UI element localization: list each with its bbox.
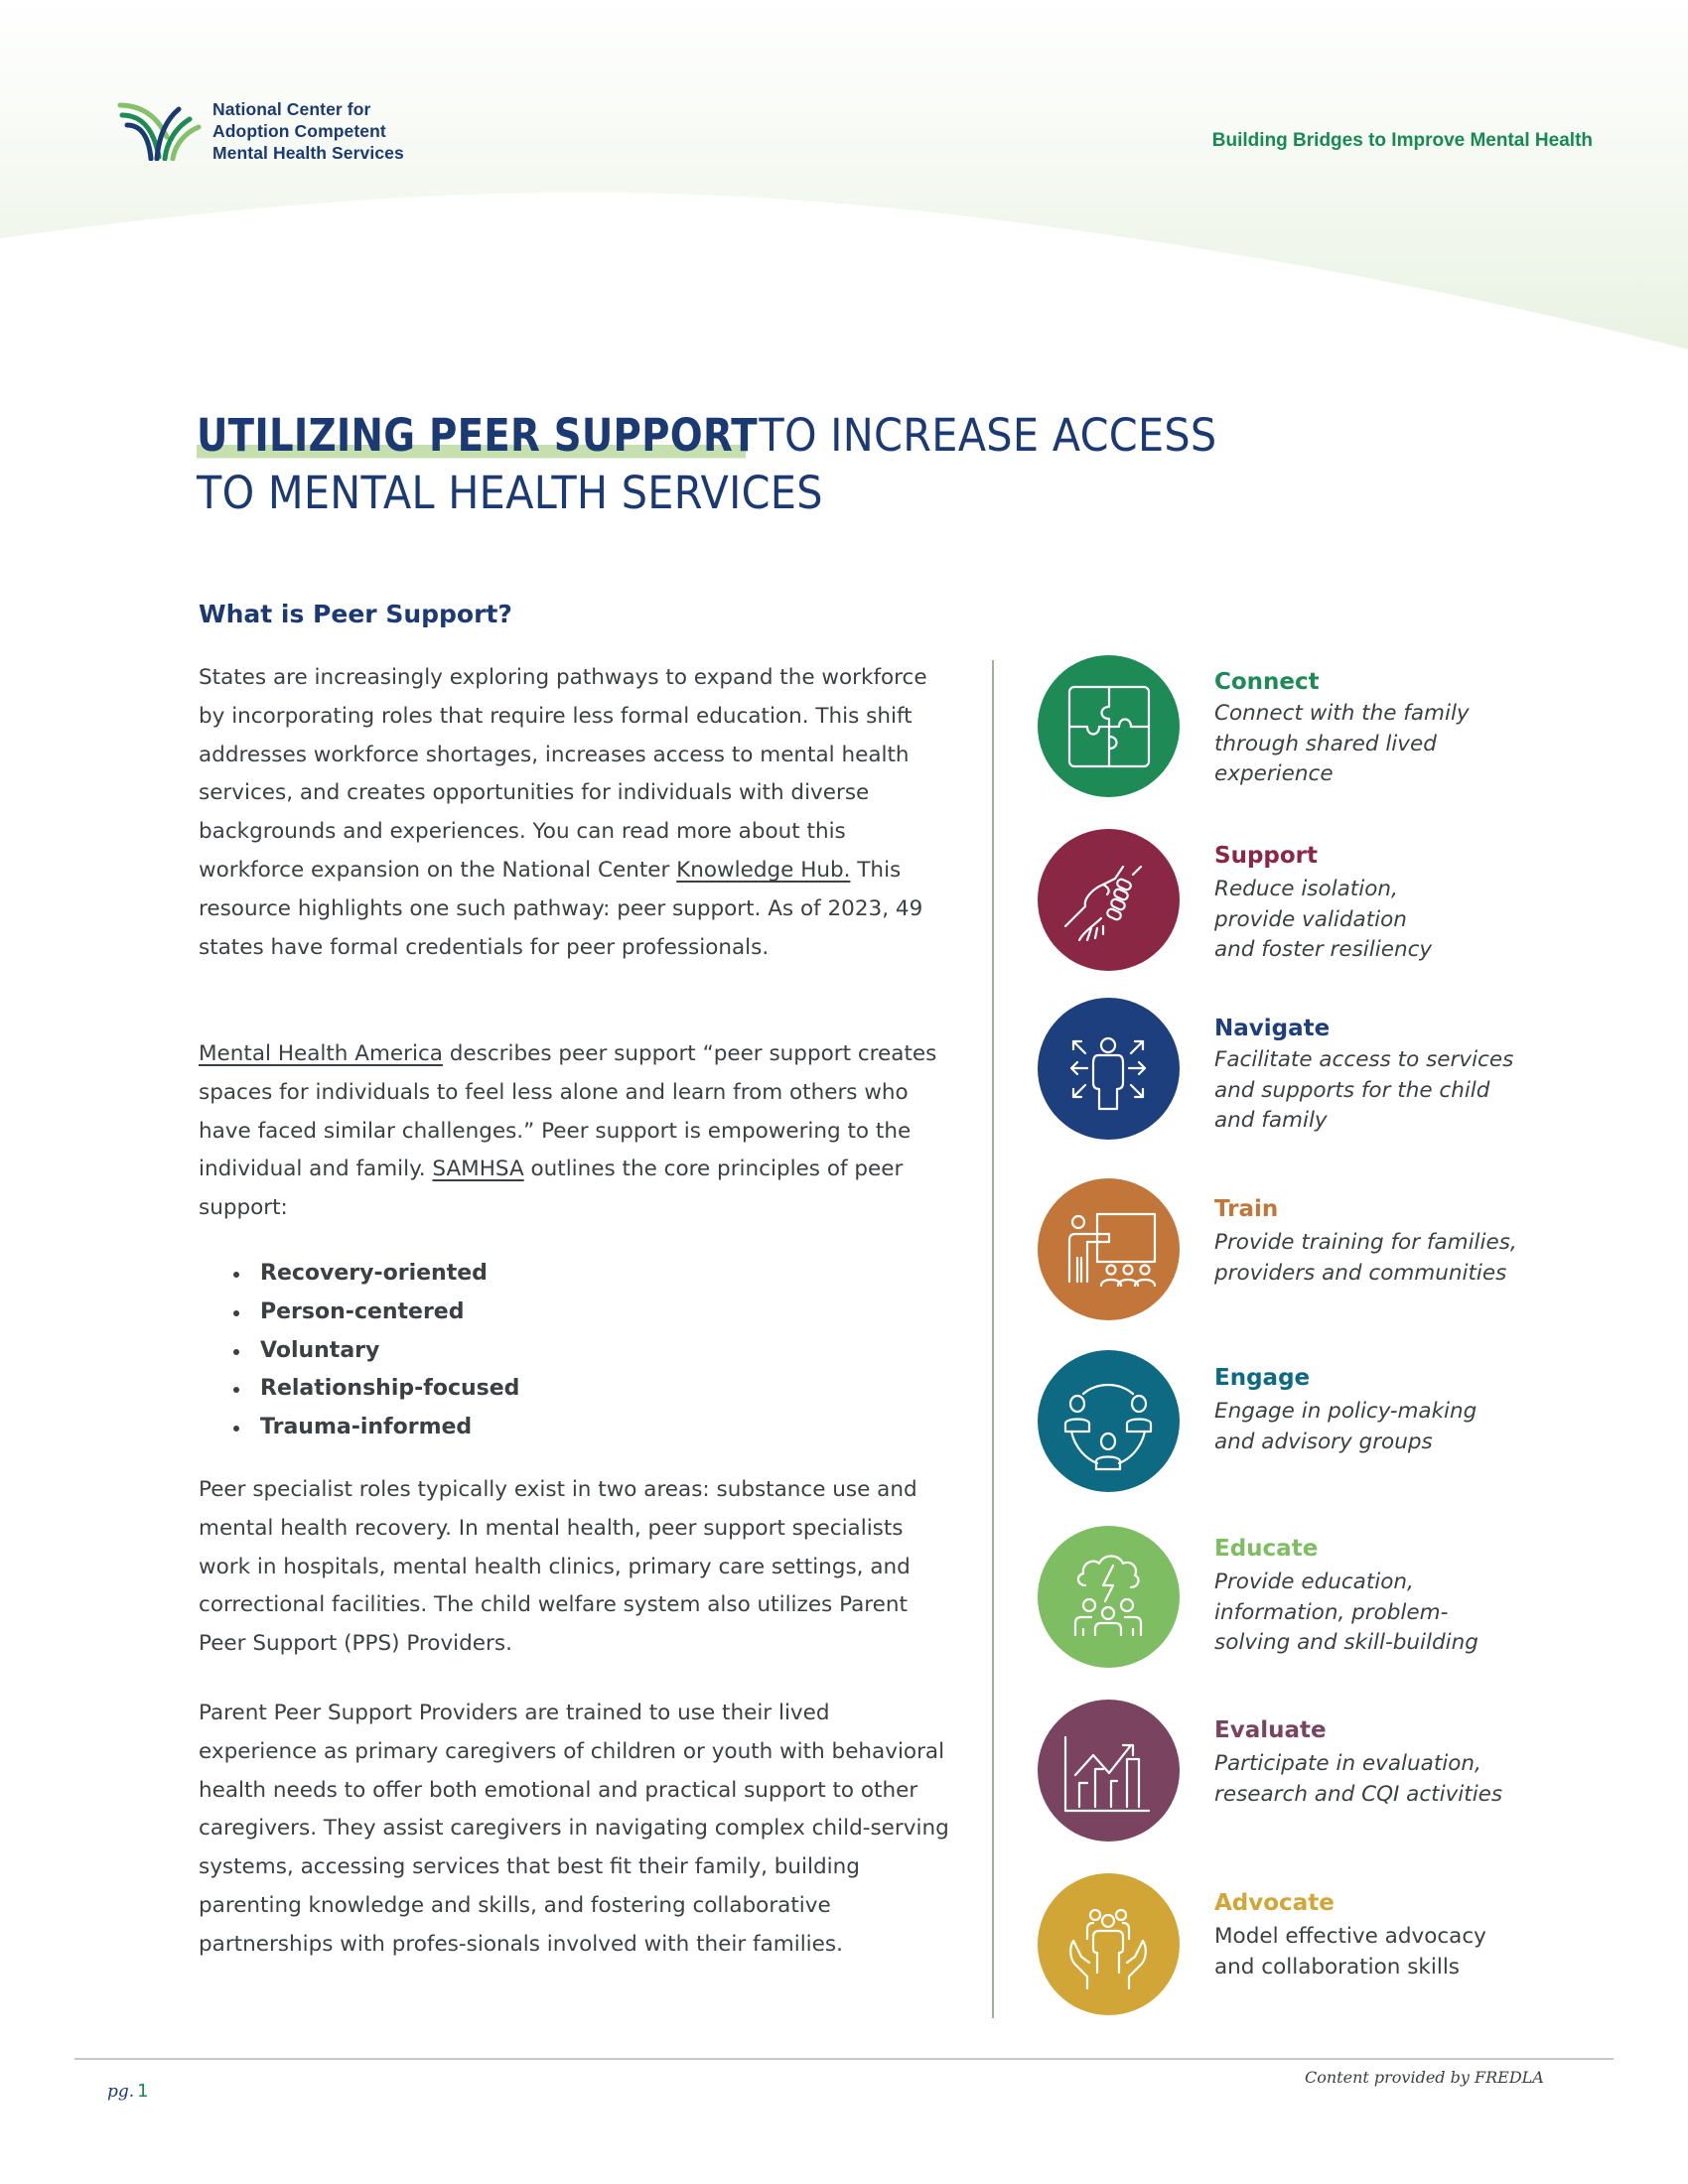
intro-text-end: This resource highlights one such pathway: peer support. As of 2023, 49 states have formal credentials for peer professionals.	[199, 857, 923, 960]
title-highlight-text: UTILIZING PEER SUPPORT	[197, 409, 758, 462]
presentation-icon	[1038, 1178, 1180, 1320]
definition-text-end: outlines the core principles of peer support:	[199, 1157, 904, 1221]
ncacmhs-logo	[115, 97, 205, 161]
person-arrows-icon	[1038, 998, 1180, 1140]
mental-health-america-link[interactable]: Mental Health America	[199, 1041, 443, 1066]
list-item: Recovery-oriented	[226, 1255, 519, 1294]
column-divider	[992, 660, 994, 2018]
principles-list	[226, 1255, 519, 1447]
section-heading: What is Peer Support?	[199, 600, 512, 628]
role-description: Engage in policy-making and advisory groups	[1214, 1399, 1477, 1454]
knowledge-hub-link[interactable]: Knowledge Hub.	[676, 857, 851, 883]
role-title: Navigate	[1214, 1016, 1331, 1041]
title-rest: TO INCREASE ACCESS	[745, 409, 1217, 462]
brainstorm-icon	[1038, 1526, 1180, 1668]
role-badge	[1038, 1350, 1180, 1492]
title-line-2-text: TO MENTAL HEALTH SERVICES	[197, 467, 823, 519]
title-line-1	[197, 407, 1487, 465]
role-description: Reduce isolation, provide validation and foster resiliency	[1214, 877, 1433, 962]
role-badge	[1038, 1700, 1180, 1842]
role-badge	[1038, 998, 1180, 1140]
group-circle-icon	[1038, 1350, 1180, 1492]
content-credit: Content provided by FREDLA	[1305, 2068, 1544, 2087]
role-title: Engage	[1214, 1365, 1311, 1391]
organization-name	[212, 98, 404, 164]
list-item: Voluntary	[226, 1332, 519, 1371]
role-title: Support	[1214, 843, 1319, 869]
puzzle-icon	[1038, 655, 1180, 797]
role-description: Participate in evaluation, research and CQI activities	[1214, 1751, 1503, 1807]
role-badge	[1038, 1526, 1180, 1668]
definition-text: describes peer support “peer support creates spaces for individuals to feel less alone and learn from others who have faced similar challenges.” Peer support is empowering to the individual and family.	[199, 1041, 937, 1182]
growth-chart-icon	[1038, 1700, 1180, 1842]
role-badge	[1038, 829, 1180, 971]
definition-paragraph	[199, 1035, 953, 1228]
hands-people-icon	[1038, 1873, 1180, 2015]
page-number-value: 1	[137, 2081, 149, 2102]
role-title: Connect	[1214, 669, 1320, 695]
page-prefix: pg.	[107, 2082, 135, 2102]
page-title	[197, 407, 1487, 522]
org-name-line: National Center for	[212, 99, 371, 119]
title-line-2	[197, 465, 1487, 522]
list-item: Person-centered	[226, 1294, 519, 1332]
samhsa-link[interactable]: SAMHSA	[432, 1157, 524, 1182]
role-badge	[1038, 655, 1180, 797]
header-wave-background	[0, 0, 1688, 357]
role-title: Advocate	[1214, 1890, 1335, 1916]
role-description: Facilitate access to services and supports for the child and family	[1214, 1047, 1514, 1133]
handshake-icon	[1038, 829, 1180, 971]
tagline: Building Bridges to Improve Mental Health	[1211, 130, 1593, 151]
pps-providers-paragraph: Parent Peer Support Providers are trained to use their lived experience as primary caregivers of children or youth with behavioral health needs to offer both emotional and practical support to other caregivers. They assist caregivers in navigating complex child-serving systems, accessing services that best fit their family, building parenting knowledge and skills, and fostering collaborative partnerships with profes-sionals involved with their families.	[199, 1701, 949, 1957]
role-title: Evaluate	[1214, 1717, 1327, 1743]
role-title: Train	[1214, 1196, 1279, 1222]
org-name-line: Adoption Competent	[212, 121, 386, 141]
role-badge	[1038, 1178, 1180, 1320]
title-highlight	[197, 409, 758, 462]
role-description: Connect with the family through shared lived experience	[1214, 701, 1470, 786]
role-description: Provide training for families, providers and communities	[1214, 1230, 1517, 1286]
intro-paragraph	[199, 659, 953, 967]
role-title: Educate	[1214, 1536, 1319, 1562]
footer-divider	[74, 2058, 1614, 2060]
org-name-line: Mental Health Services	[212, 143, 404, 163]
role-description: Model effective advocacy and collaboration skills	[1214, 1924, 1486, 1979]
page-number	[107, 2081, 149, 2102]
roles-paragraph: Peer specialist roles typically exist in two areas: substance use and mental health recovery. In mental health, peer support specialists work in hospitals, mental health clinics, primary care settings, and correctional facilities. The child welfare system also utilizes Parent Peer Support (PPS) Providers.	[199, 1477, 917, 1657]
role-badge	[1038, 1873, 1180, 2015]
list-item: Relationship-focused	[226, 1370, 519, 1409]
intro-text: States are increasingly exploring pathways to expand the workforce by incorporating roles that require less formal education. This shift addresses workforce shortages, increases access to mental health services, and creates opportunities for individuals with diverse backgrounds and experiences. You can read more about this workforce expansion on the National Center	[199, 665, 927, 883]
role-description: Provide education, information, problem- solving and skill-building	[1214, 1570, 1478, 1655]
list-item: Trauma-informed	[226, 1409, 519, 1447]
